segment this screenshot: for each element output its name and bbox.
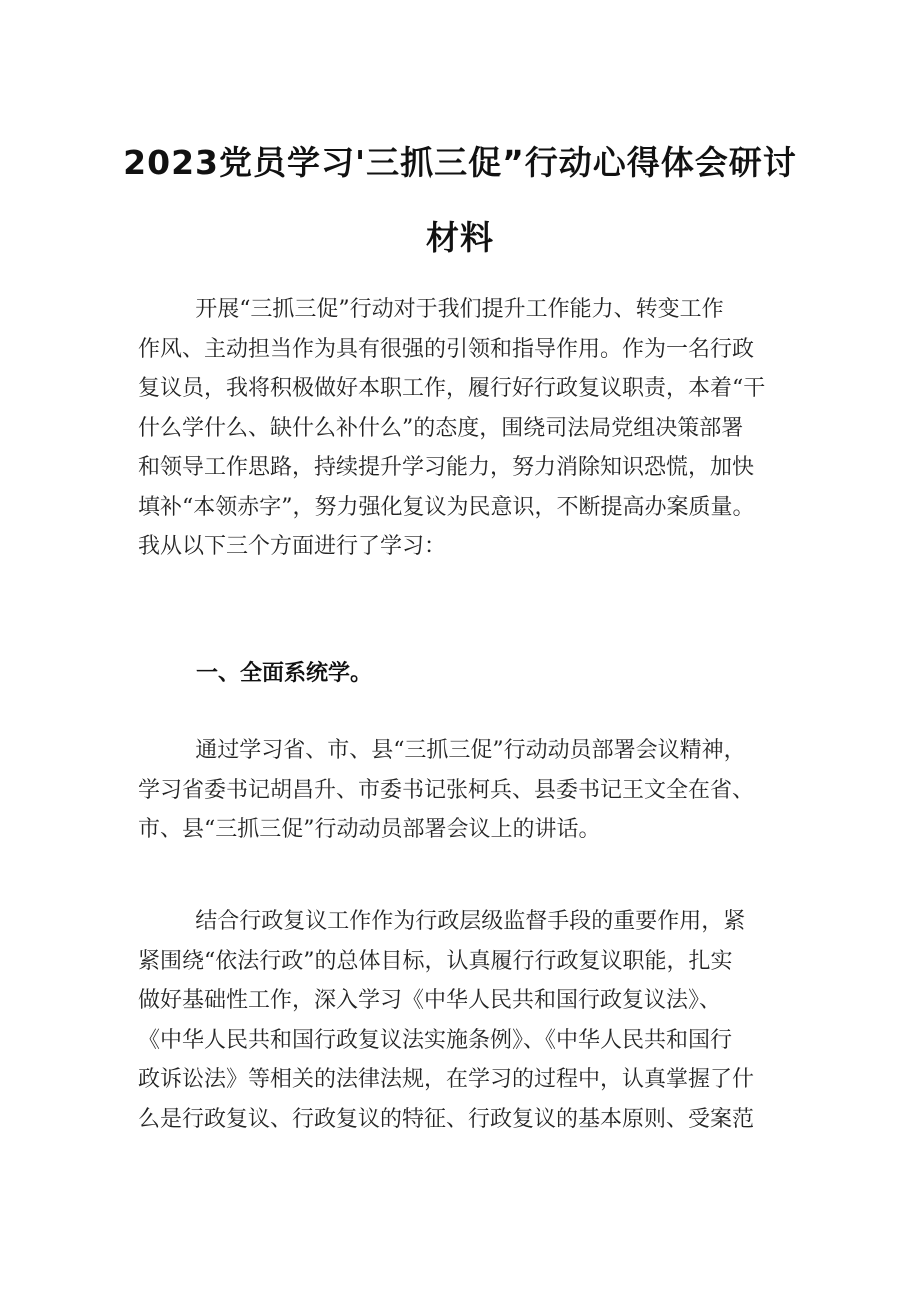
paragraph-line: 市、县“三抓三促”行动动员部署会议上的讲话。 xyxy=(138,817,601,842)
paragraph-line: 《中华人民共和国行政复议法实施条例》、《中华人民共和国行 xyxy=(138,1027,733,1053)
paragraph-line: 开展“三抓三促”行动对于我们提升工作能力、转变工作 xyxy=(195,297,724,322)
paragraph-line: 复议员，我将积极做好本职工作，履行好行政复议职责，本着“干 xyxy=(138,376,766,401)
document-title-line-1: 2023党员学习'三抓三促”行动心得体会研讨 xyxy=(123,143,797,182)
paragraph-line: 作风、主动担当作为具有很强的引领和指导作用。作为一名行政 xyxy=(138,336,755,362)
paragraph-intro xyxy=(138,290,788,567)
paragraph-study-meetings xyxy=(138,731,788,850)
paragraph-line: 政诉讼法》等相关的法律法规，在学习的过程中，认真掌握了什 xyxy=(138,1067,755,1092)
paragraph-line: 我从以下三个方面进行了学习： xyxy=(138,534,447,559)
document-title-line-2: 材料 xyxy=(426,218,494,257)
paragraph-line: 做好基础性工作，深入学习《中华人民共和国行政复议法》、 xyxy=(138,988,722,1013)
paragraph-line: 学习省委书记胡昌升、市委书记张柯兵、县委书记王文全在省、 xyxy=(138,777,755,803)
paragraph-line: 什么学什么、缺什么补什么”的态度，围绕司法局党组决策部署 xyxy=(138,415,744,441)
paragraph-administrative-review xyxy=(138,902,788,1139)
paragraph-line: 和领导工作思路，持续提升学习能力，努力消除知识恐慌，加快 xyxy=(138,455,755,480)
section-heading: 一、全面系统学。 xyxy=(196,661,373,686)
paragraph-line: 么是行政复议、行政复议的特征、行政复议的基本原则、受案范 xyxy=(138,1106,755,1132)
paragraph-line: 通过学习省、市、县“三抓三促”行动动员部署会议精神， xyxy=(195,738,746,763)
paragraph-line: 填补“本领赤字”，努力强化复议为民意识，不断提高办案质量。 xyxy=(138,494,755,520)
paragraph-line: 结合行政复议工作作为行政层级监督手段的重要作用，紧 xyxy=(195,909,746,934)
paragraph-line: 紧围绕“依法行政”的总体目标，认真履行行政复议职能，扎实 xyxy=(138,948,733,974)
